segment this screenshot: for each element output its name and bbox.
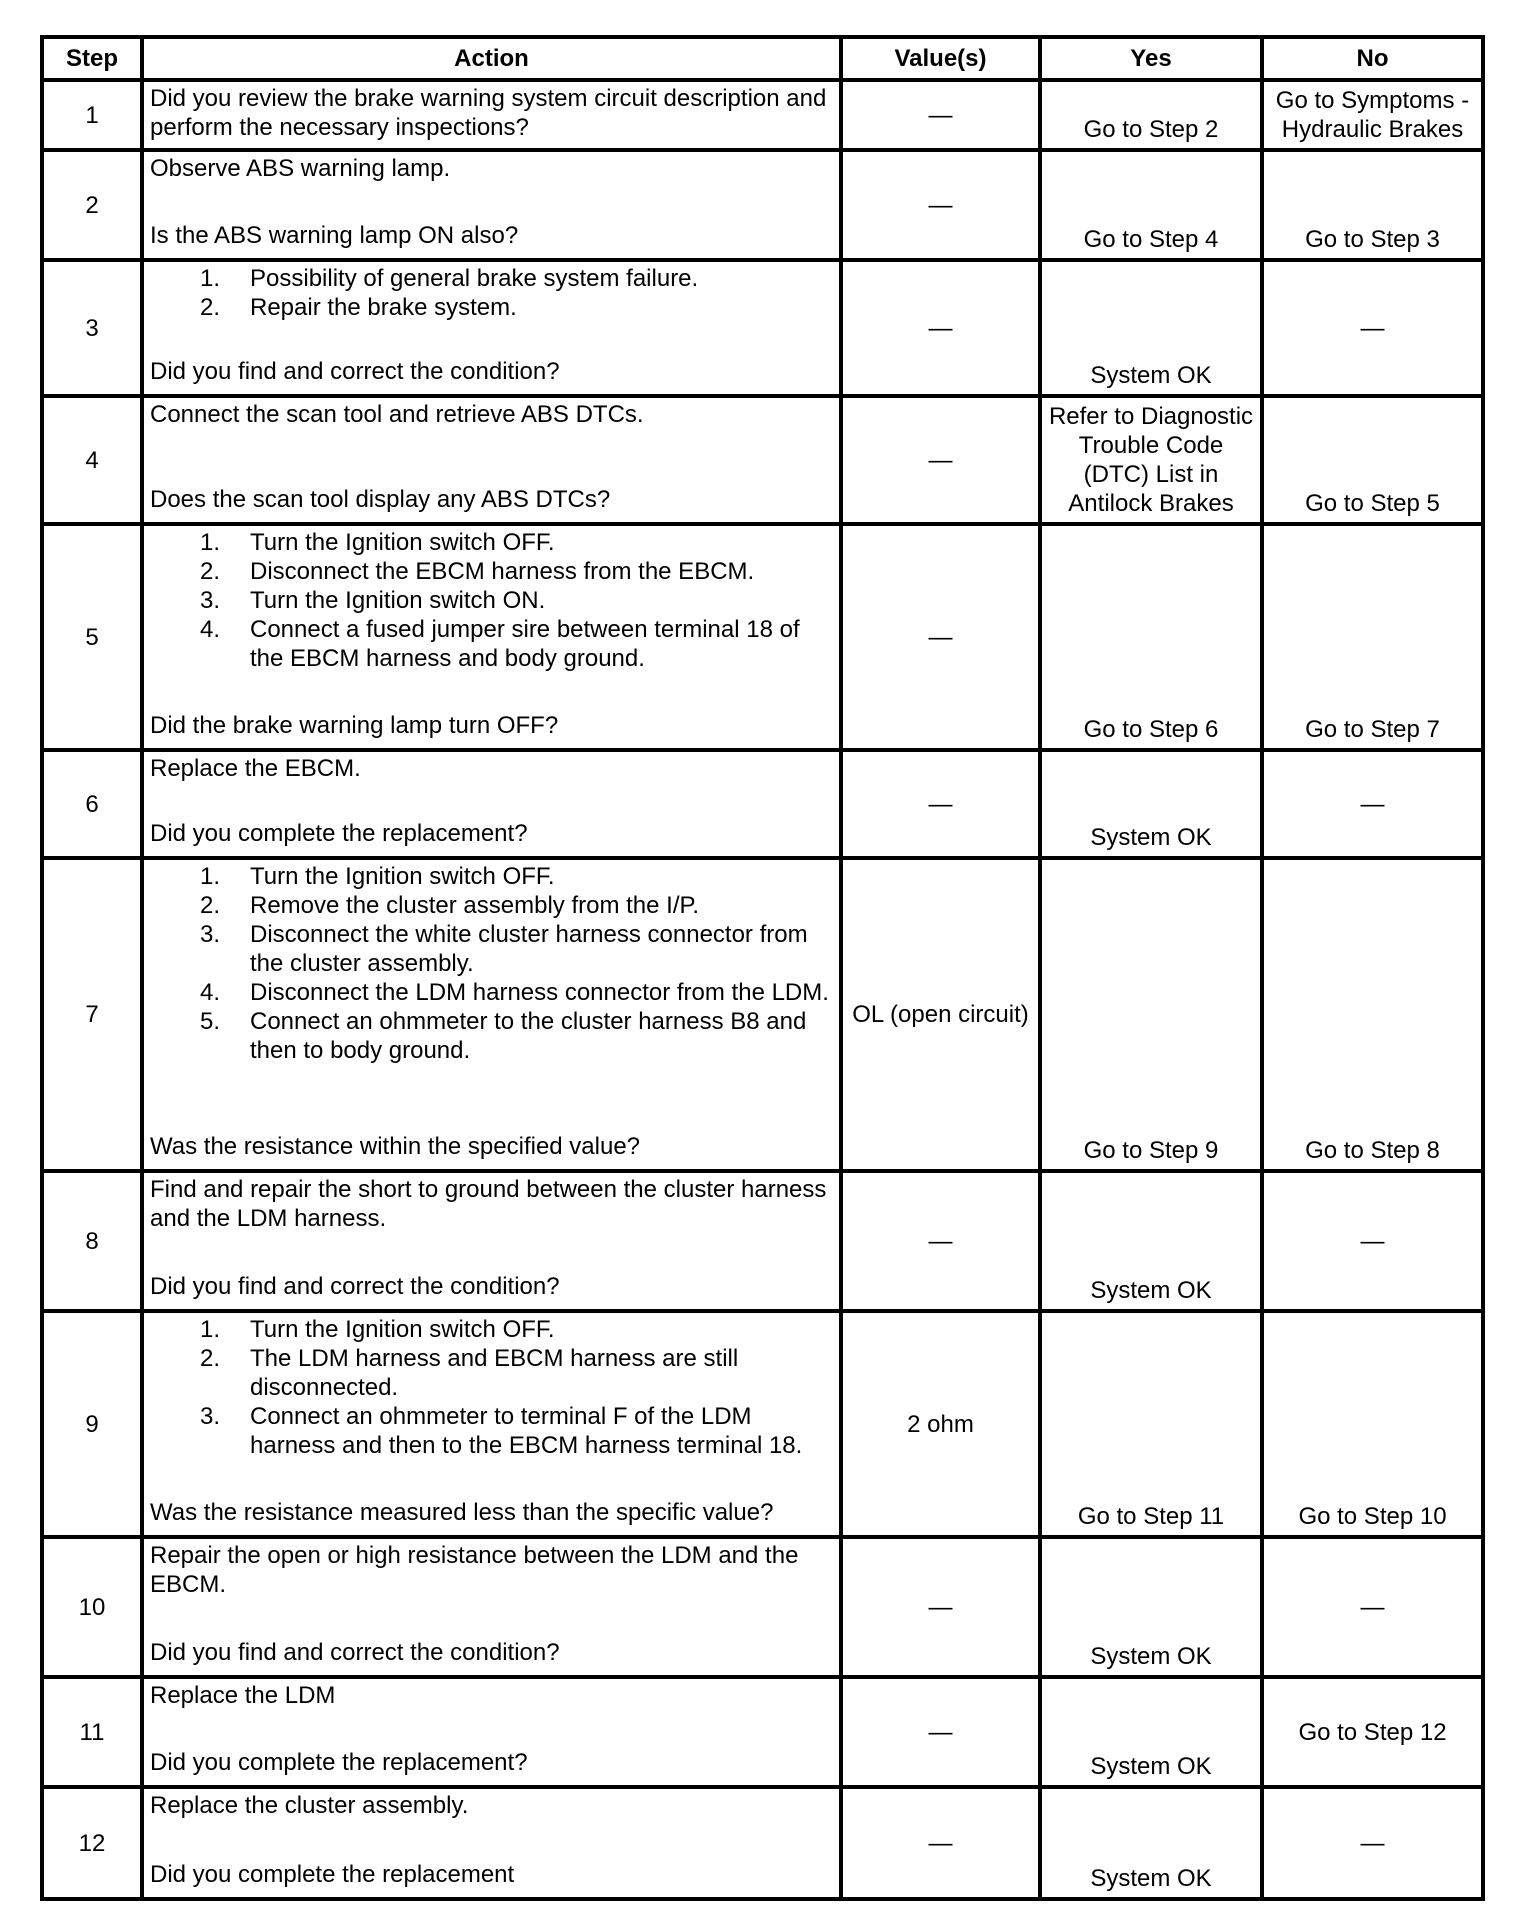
action-step-item: Repair the brake system. (250, 294, 517, 321)
action-step-item: Possibility of general brake system failure. (250, 265, 699, 292)
table-row (42, 80, 1483, 150)
action-step-item: The LDM harness and EBCM harness are still disconnected. (250, 1345, 739, 1401)
action-cell (142, 1677, 841, 1787)
no-cell: — (1262, 1171, 1483, 1311)
action-question: Did you find and correct the condition? (150, 1273, 560, 1300)
value-cell: 2 ohm (841, 1311, 1040, 1537)
action-step-item: Disconnect the EBCM harness from the EBCM. (250, 558, 755, 585)
action-step-item: Connect a fused jumper sire between terminal 18 of the EBCM harness and body ground. (250, 616, 800, 672)
value-cell: — (841, 260, 1040, 396)
action-question: Did you complete the replacement? (150, 820, 528, 847)
action-cell (142, 80, 841, 150)
value-cell: — (841, 396, 1040, 524)
table-row (42, 1537, 1483, 1677)
yes-cell: Go to Step 4 (1040, 150, 1262, 260)
action-cell (142, 524, 841, 750)
step-number: 4 (42, 396, 142, 524)
step-number: 7 (42, 858, 142, 1171)
action-steps-list (150, 528, 833, 673)
action-question: Is the ABS warning lamp ON also? (150, 222, 519, 249)
action-question: Was the resistance measured less than the specific value? (150, 1499, 774, 1526)
action-instruction: Replace the cluster assembly. (150, 1792, 469, 1819)
no-cell: Go to Step 3 (1262, 150, 1483, 260)
action-cell (142, 260, 841, 396)
yes-cell: Refer to Diagnostic Trouble Code (DTC) List in Antilock Brakes (1040, 396, 1262, 524)
no-cell: Go to Step 5 (1262, 396, 1483, 524)
action-question: Did you complete the replacement (150, 1861, 515, 1888)
action-cell (142, 1537, 841, 1677)
action-step-item: Turn the Ignition switch OFF. (250, 529, 555, 556)
value-cell: — (841, 524, 1040, 750)
action-question: Does the scan tool display any ABS DTCs? (150, 486, 611, 513)
step-number: 8 (42, 1171, 142, 1311)
value-cell: — (841, 150, 1040, 260)
value-cell: OL (open circuit) (841, 858, 1040, 1171)
action-steps-list (150, 862, 833, 1065)
table-row (42, 1787, 1483, 1899)
yes-cell: System OK (1040, 1787, 1262, 1899)
value-cell: — (841, 1787, 1040, 1899)
step-number: 10 (42, 1537, 142, 1677)
yes-cell: System OK (1040, 1171, 1262, 1311)
header-step: Step (42, 37, 142, 80)
step-number: 9 (42, 1311, 142, 1537)
yes-cell: Go to Step 11 (1040, 1311, 1262, 1537)
action-steps-list (150, 1315, 833, 1460)
action-cell (142, 750, 841, 858)
action-cell (142, 858, 841, 1171)
step-number: 12 (42, 1787, 142, 1899)
action-instruction: Replace the EBCM. (150, 755, 361, 782)
value-cell: — (841, 80, 1040, 150)
step-number: 5 (42, 524, 142, 750)
header-action: Action (142, 37, 841, 80)
table-row (42, 858, 1483, 1171)
diagnostic-table (40, 35, 1485, 1901)
step-number: 6 (42, 750, 142, 858)
value-cell: — (841, 750, 1040, 858)
yes-cell: System OK (1040, 260, 1262, 396)
no-cell: — (1262, 750, 1483, 858)
table-row (42, 1171, 1483, 1311)
step-number: 1 (42, 80, 142, 150)
no-cell: Go to Step 8 (1262, 858, 1483, 1171)
action-steps-list (150, 264, 833, 322)
action-step-item: Turn the Ignition switch OFF. (250, 1316, 555, 1343)
header-row (42, 37, 1483, 80)
action-step-item: Connect an ohmmeter to terminal F of the LDM harness and then to the EBCM harness terminal 18. (250, 1403, 803, 1459)
yes-cell: System OK (1040, 750, 1262, 858)
action-cell (142, 1787, 841, 1899)
action-question: Did you find and correct the condition? (150, 1639, 560, 1666)
action-step-item: Connect an ohmmeter to the cluster harness B8 and then to body ground. (250, 1008, 807, 1064)
action-step-item: Turn the Ignition switch ON. (250, 587, 546, 614)
no-cell: Go to Step 7 (1262, 524, 1483, 750)
table-row (42, 396, 1483, 524)
action-question: Was the resistance within the specified value? (150, 1133, 641, 1160)
yes-cell: Go to Step 9 (1040, 858, 1262, 1171)
value-cell: — (841, 1677, 1040, 1787)
no-cell: Go to Step 12 (1262, 1677, 1483, 1787)
yes-cell: Go to Step 6 (1040, 524, 1262, 750)
action-instruction: Did you review the brake warning system circuit description and perform the necessary inspections? (150, 85, 827, 141)
action-step-item: Remove the cluster assembly from the I/P. (250, 892, 700, 919)
action-step-item: Turn the Ignition switch OFF. (250, 863, 555, 890)
action-cell (142, 1311, 841, 1537)
no-cell: Go to Symptoms - Hydraulic Brakes (1262, 80, 1483, 150)
action-cell (142, 396, 841, 524)
action-instruction: Replace the LDM (150, 1682, 336, 1709)
no-cell: — (1262, 1787, 1483, 1899)
table-row (42, 524, 1483, 750)
action-step-item: Disconnect the LDM harness connector from the LDM. (250, 979, 829, 1006)
table-row (42, 260, 1483, 396)
no-cell: — (1262, 1537, 1483, 1677)
value-cell: — (841, 1537, 1040, 1677)
action-question: Did the brake warning lamp turn OFF? (150, 712, 559, 739)
step-number: 2 (42, 150, 142, 260)
no-cell: Go to Step 10 (1262, 1311, 1483, 1537)
yes-cell: System OK (1040, 1677, 1262, 1787)
step-number: 11 (42, 1677, 142, 1787)
action-question: Did you complete the replacement? (150, 1749, 528, 1776)
action-instruction: Repair the open or high resistance between the LDM and the EBCM. (150, 1542, 799, 1598)
header-yes: Yes (1040, 37, 1262, 80)
action-question: Did you find and correct the condition? (150, 358, 560, 385)
action-instruction: Observe ABS warning lamp. (150, 155, 451, 182)
action-instruction: Find and repair the short to ground between the cluster harness and the LDM harness. (150, 1176, 827, 1232)
action-step-item: Disconnect the white cluster harness connector from the cluster assembly. (250, 921, 808, 977)
header-values: Value(s) (841, 37, 1040, 80)
step-number: 3 (42, 260, 142, 396)
table-row (42, 1677, 1483, 1787)
yes-cell: System OK (1040, 1537, 1262, 1677)
no-cell: — (1262, 260, 1483, 396)
action-instruction: Connect the scan tool and retrieve ABS DTCs. (150, 401, 644, 428)
yes-cell: Go to Step 2 (1040, 80, 1262, 150)
table-row (42, 1311, 1483, 1537)
value-cell: — (841, 1171, 1040, 1311)
table-row (42, 750, 1483, 858)
header-no: No (1262, 37, 1483, 80)
table-row (42, 150, 1483, 260)
action-cell (142, 150, 841, 260)
action-cell (142, 1171, 841, 1311)
